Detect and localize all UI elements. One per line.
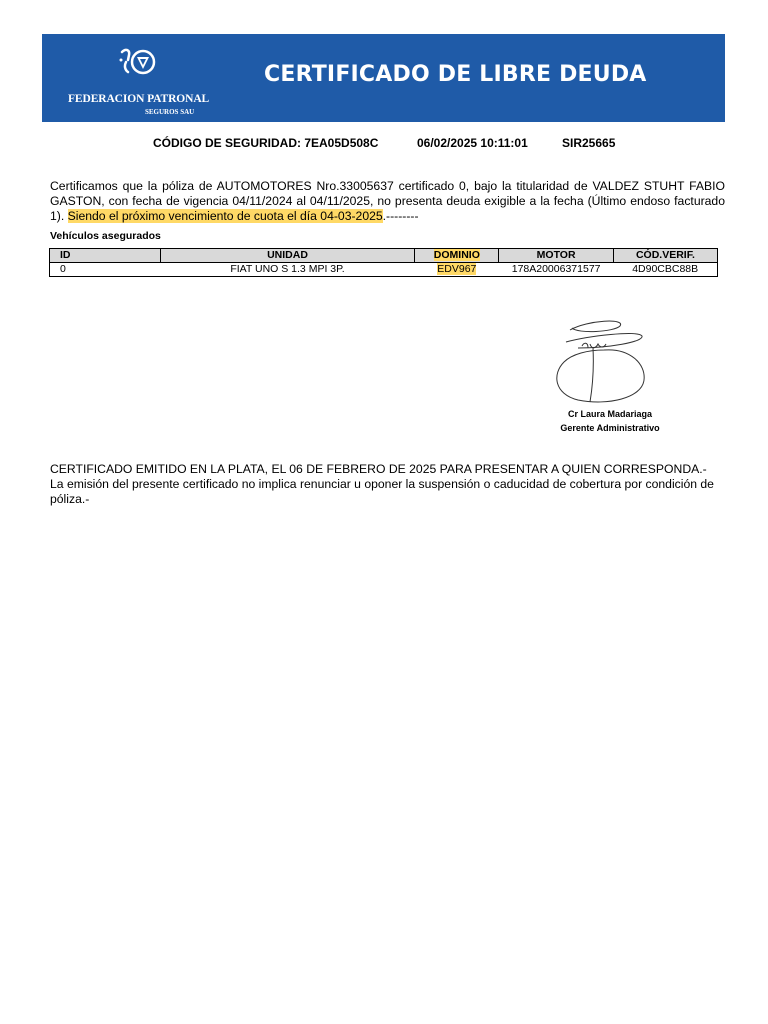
federacion-patronal-logo-icon <box>116 46 160 78</box>
header-unidad: UNIDAD <box>160 249 415 263</box>
brand-subtitle: SEGUROS SAU <box>145 108 195 116</box>
cell-dominio-value: EDV967 <box>437 263 477 275</box>
document-title: CERTIFICADO DE LIBRE DEUDA <box>264 62 647 87</box>
header-motor: MOTOR <box>499 249 613 263</box>
cell-id: 0 <box>50 263 161 277</box>
security-code: CÓDIGO DE SEGURIDAD: 7EA05D508C <box>153 136 379 150</box>
issue-datetime: 06/02/2025 10:11:01 <box>417 136 528 150</box>
footer-line-2: La emisión del presente certificado no implica renunciar u oponer la suspensión o caducidad de cobertura por condición de póliza.- <box>50 477 714 506</box>
footer-line-1: CERTIFICADO EMITIDO EN LA PLATA, EL 06 DE FEBRERO DE 2025 PARA PRESENTAR A QUIEN CORRESPONDA.- <box>50 462 707 476</box>
certificate-paragraph <box>50 179 725 224</box>
cell-cod-verif: 4D90CBC88B <box>613 263 717 277</box>
header-banner <box>42 34 725 122</box>
signer-name: Cr Laura Madariaga <box>567 409 653 419</box>
footer-text <box>50 462 725 507</box>
cell-unidad: FIAT UNO S 1.3 MPI 3P. <box>160 263 415 277</box>
vehicles-title: Vehículos asegurados <box>50 230 161 242</box>
header-dominio <box>415 249 499 263</box>
signature-block <box>540 407 680 435</box>
signature-icon <box>548 318 658 408</box>
paragraph-trail: .-------- <box>382 209 419 223</box>
cell-dominio <box>415 263 499 277</box>
header-cod-verif: CÓD.VERIF. <box>613 249 717 263</box>
table-header-row <box>50 249 718 263</box>
vehicles-table <box>49 248 718 277</box>
reference-number: SIR25665 <box>562 136 616 150</box>
brand-name: FEDERACION PATRONAL <box>68 93 210 105</box>
due-date-highlight: Siendo el próximo vencimiento de cuota el día 04-03-2025 <box>67 209 383 223</box>
signer-role: Gerente Administrativo <box>560 423 660 433</box>
logo <box>68 46 218 116</box>
cell-motor: 178A20006371577 <box>499 263 613 277</box>
header-dominio-label: DOMINIO <box>433 249 480 261</box>
paragraph-text: Certificamos que la póliza de AUTOMOTORES Nro.33005637 certificado 0, bajo la titularidad de VALDEZ STUHT FABIO GASTON, con fecha de vigencia 04/11/2024 al 04/11/2025, no presenta deuda exigible a la fecha (Último endoso facturado 1). <box>50 179 725 223</box>
header-id: ID <box>50 249 161 263</box>
table-row <box>50 263 718 277</box>
